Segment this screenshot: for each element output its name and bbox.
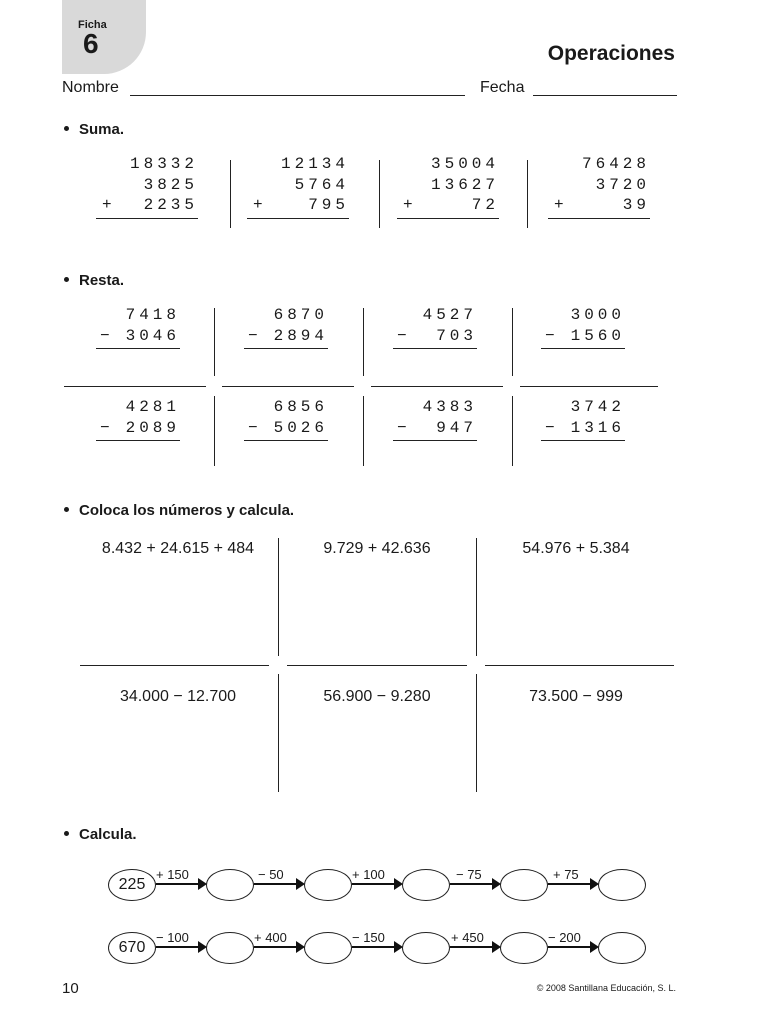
- suma-problem-2: [247, 154, 349, 219]
- addend-c-row: [548, 195, 650, 216]
- addend-a: 35004: [430, 155, 499, 173]
- row-separator: [520, 386, 658, 387]
- minuend: 4527: [422, 306, 477, 324]
- divider: [512, 396, 513, 466]
- subtrahend-row: [96, 418, 180, 439]
- answer-oval[interactable]: [304, 869, 352, 901]
- subtrahend-row: [244, 326, 328, 347]
- divider: [214, 396, 215, 466]
- answer-oval[interactable]: [304, 932, 352, 964]
- minuend: 3000: [570, 306, 625, 324]
- fecha-field[interactable]: [533, 95, 677, 96]
- op-label: − 50: [258, 867, 284, 882]
- addend-a: 18332: [129, 155, 198, 173]
- op-label: + 450: [451, 930, 484, 945]
- answer-oval[interactable]: [500, 932, 548, 964]
- resta-problem-8: [541, 397, 625, 441]
- coloca-expression-6: 73.500 − 999: [529, 688, 623, 705]
- row-separator: [371, 386, 503, 387]
- coloca-title: [64, 502, 294, 519]
- addend-b: 3720: [595, 175, 650, 194]
- arrow: [548, 883, 591, 885]
- coloca-expression-2: 9.729 + 42.636: [323, 540, 431, 557]
- ficha-label: Ficha: [78, 19, 107, 31]
- subtrahend: 703: [436, 326, 477, 345]
- resta-problem-4: [541, 305, 625, 349]
- suma-problem-1: [96, 154, 198, 219]
- op-label: + 400: [254, 930, 287, 945]
- op-label: + 100: [352, 867, 385, 882]
- minus-sign: −: [397, 326, 411, 345]
- minuend: 3742: [570, 398, 625, 416]
- addend-c: 2235: [143, 196, 198, 214]
- row-separator: [485, 665, 674, 666]
- coloca-expression-4: 34.000 − 12.700: [119, 688, 237, 705]
- addend-c: 72: [471, 196, 499, 214]
- divider: [476, 674, 477, 792]
- minuend: 4281: [125, 398, 180, 416]
- addend-a: 12134: [280, 155, 349, 173]
- result-line: [393, 348, 477, 349]
- coloca-expression-3: 54.976 + 5.384: [522, 540, 630, 557]
- row-separator: [287, 665, 467, 666]
- sum-line: [96, 218, 198, 219]
- divider: [230, 160, 231, 228]
- copyright: © 2008 Santillana Educación, S. L.: [536, 983, 676, 993]
- resta-problem-7: [393, 397, 477, 441]
- addend-c-row: [96, 195, 198, 216]
- arrow: [156, 946, 199, 948]
- subtrahend-row: [393, 326, 477, 347]
- subtrahend-row: [541, 326, 625, 347]
- subtrahend: 1560: [570, 326, 625, 345]
- minus-sign: −: [545, 418, 559, 437]
- addend-c: 795: [308, 196, 349, 214]
- answer-oval[interactable]: [402, 932, 450, 964]
- op-label: − 150: [352, 930, 385, 945]
- addend-a: 76428: [581, 155, 650, 173]
- calcula-title-text: Calcula.: [79, 826, 137, 843]
- resta-problem-1: [96, 305, 180, 349]
- answer-oval[interactable]: [598, 932, 646, 964]
- subtrahend: 5026: [273, 418, 328, 437]
- divider: [512, 308, 513, 376]
- result-line: [96, 348, 180, 349]
- divider: [363, 396, 364, 466]
- minus-sign: −: [248, 418, 262, 437]
- subtrahend: 3046: [125, 326, 180, 345]
- subtrahend: 2089: [125, 418, 180, 437]
- addend-b: 13627: [430, 175, 499, 194]
- sum-line: [397, 218, 499, 219]
- arrow: [352, 946, 395, 948]
- minuend: 6870: [273, 306, 328, 324]
- resta-problem-3: [393, 305, 477, 349]
- row-separator: [64, 386, 206, 387]
- subtrahend: 2894: [273, 326, 328, 345]
- suma-problem-3: [397, 154, 499, 219]
- minuend: 6856: [273, 398, 328, 416]
- sum-line: [548, 218, 650, 219]
- coloca-expression-1: 8.432 + 24.615 + 484: [101, 540, 255, 557]
- answer-oval[interactable]: [206, 869, 254, 901]
- divider: [278, 674, 279, 792]
- subtrahend-row: [541, 418, 625, 439]
- bullet: [64, 126, 69, 131]
- subtrahend: 1316: [570, 418, 625, 437]
- coloca-title-text: Coloca los números y calcula.: [79, 502, 295, 519]
- result-line: [244, 440, 328, 441]
- minus-sign: −: [248, 326, 262, 345]
- resta-problem-5: [96, 397, 180, 441]
- subtrahend: 947: [436, 418, 477, 437]
- nombre-field[interactable]: [130, 95, 465, 96]
- op-label: − 200: [548, 930, 581, 945]
- subtrahend-row: [244, 418, 328, 439]
- addend-c-row: [397, 195, 499, 216]
- arrow: [548, 946, 591, 948]
- addend-b: 3825: [143, 175, 198, 194]
- op-label: − 100: [156, 930, 189, 945]
- row-separator: [80, 665, 269, 666]
- op-label: + 75: [553, 867, 579, 882]
- divider: [527, 160, 528, 228]
- minus-sign: −: [100, 326, 114, 345]
- result-line: [541, 348, 625, 349]
- result-line: [244, 348, 328, 349]
- arrow: [352, 883, 395, 885]
- ficha-tab: [62, 0, 146, 74]
- arrow: [254, 883, 297, 885]
- calcula-title: [64, 826, 137, 843]
- bullet: [64, 277, 69, 282]
- start-oval: 225: [108, 869, 156, 901]
- resta-problem-6: [244, 397, 328, 441]
- subtrahend-row: [393, 418, 477, 439]
- subtrahend-row: [96, 326, 180, 347]
- answer-oval[interactable]: [500, 869, 548, 901]
- answer-oval[interactable]: [206, 932, 254, 964]
- page-title: Operaciones: [547, 42, 675, 65]
- fecha-label: Fecha: [480, 79, 525, 96]
- arrow: [254, 946, 297, 948]
- resta-title-text: Resta.: [79, 272, 125, 289]
- result-line: [541, 440, 625, 441]
- result-line: [393, 440, 477, 441]
- nombre-label: Nombre: [62, 79, 119, 96]
- plus-sign: +: [253, 196, 267, 214]
- addend-b: 5764: [294, 175, 349, 194]
- sum-line: [247, 218, 349, 219]
- plus-sign: +: [554, 196, 568, 214]
- suma-title-text: Suma.: [79, 121, 125, 138]
- divider: [476, 538, 477, 656]
- bullet: [64, 831, 69, 836]
- result-line: [96, 440, 180, 441]
- row-separator: [222, 386, 354, 387]
- arrow: [156, 883, 199, 885]
- plus-sign: +: [102, 196, 116, 214]
- page-number: 10: [62, 980, 79, 997]
- divider: [214, 308, 215, 376]
- resta-title: [64, 272, 124, 289]
- suma-problem-4: [548, 154, 650, 219]
- suma-title: [64, 121, 124, 138]
- op-label: − 75: [456, 867, 482, 882]
- plus-sign: +: [403, 196, 417, 214]
- minus-sign: −: [545, 326, 559, 345]
- arrow: [450, 946, 493, 948]
- answer-oval[interactable]: [598, 869, 646, 901]
- coloca-expression-5: 56.900 − 9.280: [323, 688, 431, 705]
- divider: [278, 538, 279, 656]
- op-label: + 150: [156, 867, 189, 882]
- bullet: [64, 507, 69, 512]
- ficha-number: 6: [83, 28, 99, 59]
- addend-c: 39: [622, 196, 650, 214]
- minuend: 7418: [125, 306, 180, 324]
- addend-c-row: [247, 195, 349, 216]
- divider: [379, 160, 380, 228]
- minus-sign: −: [397, 418, 411, 437]
- resta-problem-2: [244, 305, 328, 349]
- answer-oval[interactable]: [402, 869, 450, 901]
- minus-sign: −: [100, 418, 114, 437]
- start-oval: 670: [108, 932, 156, 964]
- divider: [363, 308, 364, 376]
- arrow: [450, 883, 493, 885]
- minuend: 4383: [422, 398, 477, 416]
